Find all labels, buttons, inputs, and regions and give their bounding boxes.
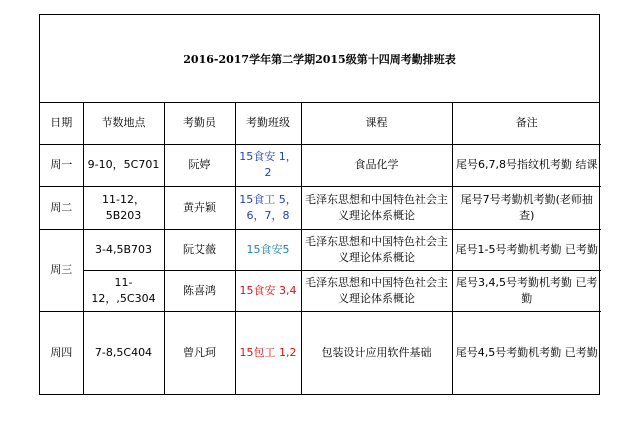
table-row <box>40 311 601 395</box>
class-cell: 15包工 1,2 <box>235 311 301 395</box>
header-slot: 节数地点 <box>83 102 164 144</box>
note-cell: 尾号3,4,5号考勤机考勤 已考勤 <box>452 270 601 311</box>
course-cell: 毛泽东思想和中国特色社会主义理论体系概论 <box>301 270 452 311</box>
class-cell: 15食安 1，2 <box>235 144 301 186</box>
class-cell: 15食安 3,4 <box>235 270 301 311</box>
note-cell: 尾号6,7,8号指纹机考勤 结课 <box>452 144 601 186</box>
header-day: 日期 <box>40 102 83 144</box>
slot-cell: 3-4,5B703 <box>83 229 164 270</box>
header-course: 课程 <box>301 102 452 144</box>
note-cell: 尾号1-5号考勤机考勤 已考勤 <box>452 229 601 270</box>
header-class: 考勤班级 <box>235 102 301 144</box>
checker-cell: 阮婷 <box>164 144 235 186</box>
slot-cell: 11-12，,5C304 <box>83 270 164 311</box>
class-cell: 15食工 5，6，7，8 <box>235 186 301 229</box>
checker-cell: 曾凡珂 <box>164 311 235 395</box>
header-note: 备注 <box>452 102 601 144</box>
class-cell: 15食安5 <box>235 229 301 270</box>
checker-cell: 黄卉颖 <box>164 186 235 229</box>
slot-cell: 9-10，5C701 <box>83 144 164 186</box>
sheet-title: 2016-2017学年第二学期2015级第十四周考勤排班表 <box>40 15 599 103</box>
table-row <box>40 186 601 229</box>
day-cell: 周三 <box>40 229 83 311</box>
header-checker: 考勤员 <box>164 102 235 144</box>
note-cell: 尾号4,5号考勤机考勤 已考勤 <box>452 311 601 395</box>
table-row <box>40 270 601 311</box>
table-row <box>40 144 601 186</box>
note-cell: 尾号7号考勤机考勤(老师抽查) <box>452 186 601 229</box>
course-cell: 食品化学 <box>301 144 452 186</box>
slot-cell: 7-8,5C404 <box>83 311 164 395</box>
checker-cell: 陈喜鸿 <box>164 270 235 311</box>
day-cell: 周一 <box>40 144 83 186</box>
header-row <box>40 102 601 144</box>
day-cell: 周四 <box>40 311 83 395</box>
course-cell: 包装设计应用软件基础 <box>301 311 452 395</box>
course-cell: 毛泽东思想和中国特色社会主义理论体系概论 <box>301 229 452 270</box>
course-cell: 毛泽东思想和中国特色社会主义理论体系概论 <box>301 186 452 229</box>
checker-cell: 阮艾薇 <box>164 229 235 270</box>
day-cell: 周二 <box>40 186 83 229</box>
attendance-sheet <box>39 14 600 395</box>
table-row <box>40 229 601 270</box>
slot-cell: 11-12，5B203 <box>83 186 164 229</box>
attendance-table <box>40 102 601 395</box>
